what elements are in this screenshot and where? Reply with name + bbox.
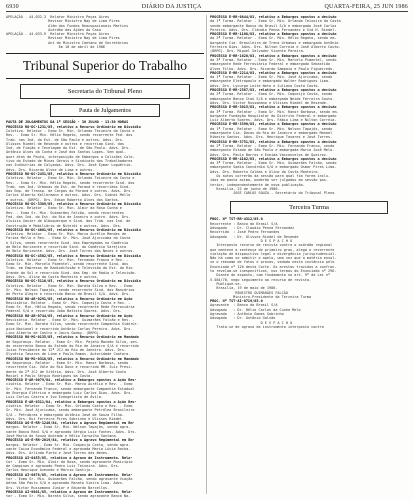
text-line: S/A - Petrobras e embargado Antônio José de Souza Filho. — [6, 412, 125, 417]
text-line: de Energia Elétrica e embargado Luiz Carlos Dias. Advs. Drs. — [6, 391, 133, 396]
text-line: Coletivo. Relator - Exmo Sr. Min. Barata Silva e Rev. - Exmo — [6, 283, 133, 288]
text-line: que manteve a sentença de primeiro grau, alega o recorrente — [210, 247, 335, 252]
text-line: PROCESSO AG-E-RR-1240/84, relativo a Agravo Regimental em Em- — [6, 421, 135, 426]
text-line: da 3ª Turma. Relator - Exmo Sr. Min. Ranor Barbosa, sendo em- — [210, 109, 339, 114]
text-line: de Campinas e agravado Pedro Luiz Teixeira. Advs. Drs. — [6, 464, 120, 469]
text-line: Revisor Ministro Nay de Lima Pires — [6, 19, 120, 24]
text-line: embargante Rede Ferroviária Federal e embargado Sebastião — [210, 62, 331, 67]
text-line: Trab. em Empresas de Radiodifusão e Televisão do Est. do Rio — [6, 266, 133, 271]
text-line: PROCESSO RO-DC-2451/85, relativo a Recurso Ordinário em Dissídio — [6, 171, 141, 176]
text-line: Brasília, 23 de junho de 1986. — [210, 186, 280, 191]
text-line: Recorrente : Banco do Brasil S/A — [210, 221, 278, 226]
right-bottom-block — [210, 217, 408, 329]
text-line: Agravante : Banco do Brasil S/A — [210, 303, 278, 308]
text-line: tor - Exmo Sr. Min. Almir da Rosa, sendo agravante Município — [6, 459, 133, 464]
text-line: PROCESSO RO-DC-1231/85, relativo a Recurso Ordinário em Dissídio — [6, 124, 141, 129]
text-line: de Belo Horizonte e recorrido Sind. do Comércio Varejista — [6, 244, 127, 249]
text-line: Sr. Min. Fernando Franco, sendo embargante Companhia Estadual — [6, 386, 135, 391]
text-line: Enunciado nº 126 desta Corte. Os arestos trazidos a confron- — [210, 264, 337, 269]
pauta-box: Pauta de Julgamentos — [50, 104, 160, 117]
text-line: Aérea São Paulo S/A e agravado Renato Vieira Lima. Advs. — [6, 481, 125, 486]
text-line: Alves Filho. Advs. Drs. Ricardo Sampaio e Paulo Figueiredo. — [210, 66, 335, 71]
text-line: José Maria de Souza Andrade e Hélio Carvalho Santana. — [6, 434, 118, 439]
text-line: Aluízio Xavier de Albuquerque e Sind. dos Trab. nas Ind. de — [6, 219, 131, 224]
text-line: bargos. Relator - Exmo Sr. Min. Coqueijo Costa, sendo agra- — [6, 442, 131, 447]
publication-title: DIÁRIO DA JUSTIÇA — [141, 4, 202, 10]
text-line: Trab. nas Ind. Urbanas do Est. do Paraná e recorridos Sind. — [6, 184, 131, 189]
text-line: D E S P A C H O — [210, 320, 293, 325]
text-line: Advogado : Dr. Hélio Carlos da Cunha Melo — [210, 307, 301, 312]
text-line: de Segurança. Relator - Exmo Sr. Min. Ranor Barbosa, sendo — [6, 361, 129, 365]
text-line: da 1ª Turma. Relator - Exmo Sr. Min. José Ajuricaba, sendo — [210, 75, 333, 80]
text-line: sendo embargante Banco do Brasil S/A e embargado José Carlos — [210, 23, 337, 28]
text-line: Coletivo. Relator - Exmo Sr. Min. Orlando Teixeira da Costa e — [6, 128, 135, 133]
text-line: Rev. - Exmo Sr. Min. Guimarães Falcão, sendo recorrentes — [6, 210, 125, 215]
text-line: de Segurança. Relator - Exmo Sr. Min. Pajehú Macedo Silva, sen- — [6, 339, 139, 344]
turma-box: Terceira Turma — [230, 201, 388, 214]
text-line: Exmo Sr. Min. Hélio Regato, sendo recorrente Rede Ferroviária — [6, 305, 135, 310]
text-line: Maciel e Paulo Sérgio Rodrigues da Costa. — [6, 373, 93, 378]
text-line: violação de dispositivo legal e divergência jurisprudencial. — [210, 251, 337, 256]
text-line: Lino Alberto de Castro e Jairo Godoy. (DRPG). — [6, 330, 101, 335]
text-line: PROCESSO AI-0801/85, relativo a Agravo de Instrumento. Rela- — [6, 489, 133, 494]
text-line: MINISTRO GUIMARÃES FALCÃO — [210, 290, 288, 295]
text-line: APELAÇÃO - 44.033-9 Relator Ministro Peças Aires — [6, 32, 110, 37]
text-line: Carlos Henrique Azevedo e Márcio Gontijo. — [6, 468, 93, 473]
text-line: Além dos Fundos Reocupacionais Martins — [6, 23, 129, 28]
text-line: PROCESSO AG-E-RR-2019/84, relativo a Agravo Regimental em Em- — [6, 438, 135, 443]
text-line: Rescisória. Relator - Exmo Sr. Min. Guimarães Falcão e Rev. - — [6, 318, 135, 323]
text-line: ve o reexame de fatos e provas, vedado nesta instância pelo — [210, 260, 335, 265]
text-line: PROCESSO E-RR-2587/83, relativo a Embargos opostos a decisão — [210, 88, 337, 93]
text-line: Carlos Alberto Kellermann e outros. Advs. Drs. Sidnei Mello — [6, 193, 131, 198]
text-line: da 2ª Turma. Relator - Exmo Sr. Min. Coqueijo Costa, sendo — [210, 92, 333, 97]
text-line: tivo do Estado de Minas Gerais e Sindicato dos Trabalhadores — [6, 159, 133, 164]
text-line: Rescisória. Relator - Exmo Sr. Min. Coqueijo Costa e Rev. - — [6, 300, 131, 305]
text-line: vante Caixa Econômica Federal e agravada Maria Lúcia Rocha. — [6, 446, 131, 451]
text-line: Coletivo. Relator - Exmo Sr. Min. Marco Aurélio Mendes de — [6, 232, 127, 237]
text-line: Coletivo. Relator - Exmo Sr. Min. Fernando Franco e Rev. - — [6, 257, 129, 262]
text-line: embargante Eletropaulo e embargado Walter Rodrigues Lima. — [210, 79, 331, 84]
text-line: Advogado : Dr. Ulisses Riedel de Resende — [210, 234, 299, 239]
text-line: JOSÉ CARLOS SOUZA - Secretário do Tribunal Pleno — [210, 191, 335, 196]
text-line: PROCESSO E-RR-1108/83, relativo a Embargos opostos a decisão — [210, 32, 337, 37]
column-divider — [206, 15, 207, 494]
text-line: PROCESSO E-AR-0079/84, relativo a Embargos opostos a Ação Res- — [6, 378, 137, 383]
text-line: nas Indústrias de Calçados. Advs. Drs. José Eymar Loguércio. — [6, 163, 133, 168]
text-line: Ferreira Dias. Advs. Drs. Nilton Correia e José Alberto Couto. — [210, 45, 341, 50]
text-line: recorrente Cia. Vale do Rio Doce e recorrido MM. Juiz Presi- — [6, 365, 133, 370]
text-line: APELAÇÃO - 44.032-3 Relator Ministro Peças Aires — [6, 15, 110, 19]
text-line: Agravado : Antônio Gomes Sobrinho — [210, 312, 284, 316]
text-line: Não há como se admitir o apelo, uma vez que a matéria envol- — [210, 256, 337, 261]
text-line: PROCESSO E-RR-0844/83, relativo a Embargos opostos a decisão — [210, 15, 337, 19]
text-line: da 1ª Turma. Relator - Exmo Sr. Min. Nelson Tapajós, sendo — [210, 126, 333, 131]
text-line: Advs. Drs. Ricardo Alves de Lima e outros. — [6, 167, 95, 172]
text-line: da 2ª Turma. Relator - Exmo Sr. Min. Fernando Franco, sendo — [210, 143, 335, 148]
text-line: PROC. Nº TST-AI-0719/85.0 — [210, 299, 263, 304]
text-line: PROCESSO AI-0455/85, relativo a Agravo de Instrumento. Rela- — [6, 455, 133, 460]
text-line: ídos em pauta acima, poderão ser julgados em sessão pos- — [210, 178, 329, 183]
text-line: PROCESSO E-RR-3015/83, relativo a Embargos opostos a decisão — [210, 105, 337, 110]
text-line: das Emp. de Transp. de Cargas do Paraná e outros. Advs. Drs. — [6, 189, 133, 194]
text-line: do recorrente Banco do Estado do Rio de Janeiro S/A e recorrido — [6, 343, 139, 348]
text-line: Advogado : Dr. Antônio Galvão — [210, 316, 276, 321]
text-line: Advs. Drs. Alino da Costa Monteiro e outros. — [6, 275, 99, 280]
text-line: embargante Estado de São Paulo e embargada Maria José Melo. — [210, 148, 335, 153]
left-body-block — [6, 125, 204, 499]
text-line: PROCESSO E-AR-0311/84, relativo a Embargos opostos a Ação Res- — [6, 399, 137, 404]
text-line: Advs. Drs. Lycurgo Leite Neto e Juliano Costa Couto. — [210, 83, 320, 88]
right-top-block — [210, 15, 408, 195]
text-line: PROCESSO RO-DC-5116/85, relativo a Recurso Ordinário em Dissídio — [6, 279, 141, 284]
text-line: Luiz Carlos Castro e Ivo Evangelista de Ávila. — [6, 395, 103, 400]
text-line: Interposto recurso de revista contra o acórdão regional — [210, 243, 333, 248]
text-line: de Belo Horizonte. Advs. Drs. José Torres das Neves e outros. — [6, 249, 135, 254]
text-line: quer atos de Pauta, interposição de Embargos a Colisões Cole- — [6, 154, 135, 159]
text-line: da 3ª Turma. Relator - Exmo Sr. Min. Marcelo Pimentel, sendo — [210, 57, 337, 62]
text-line: Advs. Drs. Victor Russomano e Ulisses Riedel de Resende. — [210, 100, 329, 105]
text-line: PROCESSO E-RR-2214/83, relativo a Embargos opostos a decisão — [210, 70, 337, 75]
text-line: PROCESSO RO-DC-4502/85, relativo a Recurso Ordinário em Dissídio — [6, 253, 141, 258]
text-line: Glycério Tavares de Lima e Paulo Ramos. Autoridade Coatora. — [6, 352, 131, 357]
text-line: Ulisses Riedel de Resende e outros e recorrido Sind. das — [6, 141, 125, 146]
text-line: Juízo Presidente da 12ª JCJ do Rio de Janeiro. Advs. Drs. — [6, 348, 127, 353]
text-line: to revelam-se inespecíficos, nos termos do Enunciado nº 296. — [210, 269, 337, 274]
text-line: da 2ª Turma. Relator - Exmo Sr. Min. Hélio Regato, sendo em- — [210, 36, 337, 41]
text-line: embargante Banco Itaú S/A e embargada Neide Ferreira Souto. — [210, 96, 335, 101]
text-line: tor - Exmo Sr. Min. Guimarães Falcão, sendo agravante Viação — [6, 477, 133, 482]
text-line: vante Banco Real S/A e agravado Sérgio Luiz Fontes. Advs. Drs. — [6, 429, 137, 434]
text-line: PROCESSO RO-AR-0291/85, relativo a Recurso Ordinário em Ação — [6, 296, 133, 301]
text-line: bargante Fundação Hospitalar do Distrito Federal e embargado — [210, 113, 337, 118]
text-line: PROCESSO E-RR-4102/83, relativo a Embargos opostos a decisão — [210, 156, 337, 161]
text-line: PROCESSO RO-DC-4001/85, relativo a Recurso Ordinário em Dissídio — [6, 227, 141, 232]
text-line: Os autos correrão da sessão para qual fim forem inclu- — [210, 173, 331, 178]
text-line: e Silva, sendo recorrente Sind. dos Empregados no Comércio — [6, 240, 129, 245]
text-line: Ribeiro Santos. Advs. Drs. Henrique Tavares e José Torres. — [210, 135, 333, 140]
text-line: de Porto Alegre e recorrido Banco do Brasil S/A. Advs. Drs. — [6, 292, 131, 297]
session-line: PAUTA DE JULGAMENTOS DA 1ª SESSÃO - 30 JULHO - 13:30 HORAS — [6, 120, 129, 125]
text-line: Grande do Sul e recorrido Sind. das Emp. de Rádio e Televisão. — [6, 270, 137, 275]
court-title: Tribunal Superior do Trabalho — [6, 53, 204, 79]
text-line: bargante Cia. Brasileira de Trens Urbanos e embargado Antônio — [210, 40, 339, 45]
text-line: da 1ª Turma. Relator - Exmo Sr. Min. Orlando Teixeira da Costa — [210, 19, 341, 24]
text-line: Antônio Alves da Cunha e José dos Santos Lopes. Sem qual- — [6, 150, 127, 155]
text-line: Diante do exposto, com fundamento no art. 9º da Lei nº — [210, 273, 331, 278]
text-line: Ant do Ministro Caetano de Secretários — [6, 40, 129, 45]
text-line: Sr. Min. Nelson Tapajós, sendo recorrente Sind. dos Bancários — [6, 287, 135, 292]
text-line: Em 10 de abril de 1986 — [6, 45, 106, 50]
text-line: Sr. Min. José Ajuricaba, sendo embargante Petróleo Brasileiro — [6, 408, 135, 413]
text-line: dente da 2ª JCJ de Vitória. Advs. Drs. José Alberto Couto — [6, 369, 127, 374]
text-line: Coletivo. Relator - Exmo Sr. Min. Almir da Rosa Cunha e — [6, 206, 122, 211]
text-line: Advs. Drs. Arlindo Pinto e José Torres das Neves. — [6, 451, 110, 456]
text-line: Exmo Sr. Min. Marcelo Pimentel, sendo recorrente Sind. dos — [6, 262, 129, 267]
text-line: gica Nacional e recorrido Antônio Carlos Pereira. Advs. Drs. — [6, 326, 133, 331]
text-line: bargos. Relator - Exmo Sr. Min. Nelson Tapajós, sendo agra- — [6, 425, 131, 430]
text-line: cisória. Relator - Exmo Sr. Min. Marco Aurélio e Rev. - Exmo — [6, 382, 133, 387]
text-line: Recorrido : José Pedro Fernandes — [210, 230, 280, 235]
text-line: Rev. - Exmo Sr. Min. Hélio Regato, sendo recorrente Fed. dos — [6, 133, 133, 138]
text-line: cisória. Relator - Exmo Sr. Min. Orlando Costa e Rev. - Exmo — [6, 403, 133, 408]
page-header — [6, 3, 408, 11]
text-line: PROCESSO RO-AR-0744/85, relativo a Recurso Ordinário em Ação — [6, 313, 133, 318]
right-column — [210, 15, 408, 496]
text-line: PROCESSO E-RR-3751/83, relativo a Embargos opostos a decisão — [210, 139, 337, 144]
text-line: Exmo Sr. Min. Barata Silva, sendo recorrente Companhia Siderúr- — [6, 322, 139, 327]
text-line: Federal S/A e recorrido João Batista Soares. Advs. Drs. — [6, 309, 122, 314]
text-line: PROCESSO E-RR-3390/83, relativo a Embargos opostos a decisão — [210, 122, 337, 127]
text-line: Rev. - Exmo Sr. Min. Hélio Regato, sendo recorrente Sind. dos — [6, 180, 135, 185]
text-line: Construção e Mobiliário de Niterói e outros. Advs. Drs. — [6, 223, 122, 228]
header-rule — [6, 11, 408, 12]
text-line: Acórdão das Ações do Caso — [6, 27, 101, 32]
text-line: Pereira. Advs. Drs. Cláudio Penna Fernandez e Sid H. Riedel. — [210, 27, 337, 32]
text-line: Publique-se. — [210, 281, 242, 286]
text-line: Brasília, 19 de maio de 1986. — [210, 286, 278, 291]
text-line: 5.584/70, nego seguimento ao recurso de revista. — [210, 277, 312, 282]
text-line: Advs. Drs. Paulo Barros e Eneida Vasconcelos de Queiroz. — [210, 152, 329, 157]
text-line: Luiz Alberto Soares. Advs. Drs. Fábio Lima e Nilton Correia. — [210, 118, 337, 123]
left-top-block — [6, 15, 204, 49]
text-line: D E S P A C H O — [210, 238, 293, 243]
left-column — [6, 15, 204, 499]
text-line: Trata-se de agravo de instrumento interposto contra — [210, 324, 324, 329]
text-line: Ind. de Fiação e Tecelagem do Est. de São Paulo. Advs. Drs. — [6, 146, 131, 151]
publication-date: QUARTA-FEIRA, 25 JUN 1986 — [324, 4, 408, 10]
text-line: embargante Sadia Concórdia S/A e embargado Osmar Pires Lima. — [210, 165, 337, 170]
text-line: Revisor Ministro Nay de Lima Pires — [6, 36, 120, 41]
text-line: tor - Exmo Sr. Min. Barata Silva, sendo agravante Banco Na- — [6, 494, 131, 499]
text-line: Trab. nas Ind. do Est. de São Paulo e outros. Advs. Drs. — [6, 137, 125, 142]
text-line: Fed. das Ind. do Est. do Rio de Janeiro e outro. Advs. Drs. — [6, 214, 131, 219]
page-number: 6930 — [6, 4, 19, 10]
text-line: PROCESSO AI-0678/85, relativo a Agravo de Instrumento. Rela- — [6, 472, 133, 477]
text-line: terior, independentemente de nova publicação. — [210, 182, 305, 187]
text-line: e outros. (DRPG). Drs. Edson Roberto Alves dos Santos. — [6, 197, 120, 202]
text-line: Drs. Victor Russomano Júnior e Eduardo Barcellos. — [6, 485, 110, 490]
text-line: (DRPG). Drs. Miguel Salvador Vicente Pereira. — [210, 49, 305, 54]
text-line: Advs. Drs. Roberto Caldas e Alino da Costa Monteiro. — [210, 169, 320, 174]
text-line: embargante Cia. Docas do Rio de Janeiro e embargado Manoel — [210, 131, 333, 136]
text-line: Advs. Drs. Rui Ferreira Pires Sobrinho e Ulisses Riedel. — [6, 416, 125, 421]
text-line: PROCESSO E-RR-1620/83, relativo a Embargos opostos a decisão — [210, 53, 337, 58]
secretaria-box: Secretaria do Tribunal Pleno — [20, 84, 190, 99]
text-line: PROCESSO RO-MS-0135/85, relativo a Recurso Ordinário em Mandado — [6, 335, 139, 340]
text-line: Farias Mello e Rev. - Exmo Sr. Min. José Ajuricaba da Costa — [6, 236, 131, 241]
text-line: PROCESSO RO-DC-3389/85, relativo a Recurso Ordinário em Dissídio — [6, 202, 141, 207]
text-line: da 3ª Turma. Relator - Exmo Sr. Min. Guimarães Falcão, sendo — [210, 161, 337, 166]
text-line: PROC. Nº TST-RR-4312/85.0 — [210, 217, 263, 222]
text-line: PROCESSO RO-MS-0318/85, relativo a Recurso Ordinário em Mandado — [6, 356, 139, 361]
text-line: Coletivo. Relator - Exmo Sr. Min. Orlando Teixeira da Costa e — [6, 176, 135, 181]
text-line: Ministro-Presidente da Terceira Turma — [210, 294, 312, 299]
spacer — [210, 195, 408, 198]
text-line: Advogado : Dr. Claudio Penna Fernandez — [210, 226, 295, 231]
